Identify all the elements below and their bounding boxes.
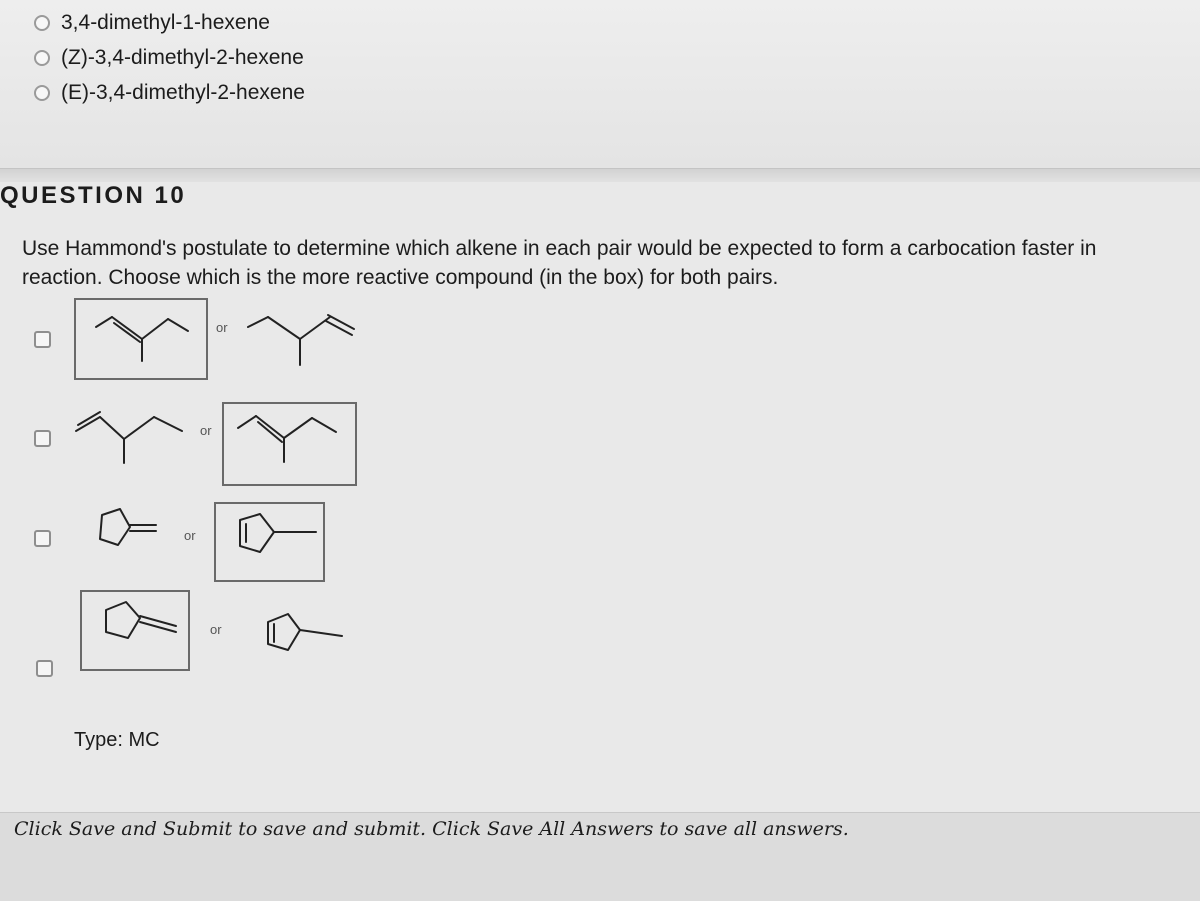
question-type-label: Type: MC <box>74 729 160 751</box>
question-text <box>22 234 1200 292</box>
choice-3-left-structure <box>90 505 170 565</box>
radio-button[interactable] <box>34 85 50 101</box>
choice-2-checkbox[interactable] <box>34 430 51 447</box>
option-row-3[interactable] <box>34 78 305 108</box>
or-label: or <box>210 622 222 637</box>
option-label: (E)-3,4-dimethyl-2-hexene <box>61 81 305 104</box>
choice-4-checkbox[interactable] <box>36 660 53 677</box>
option-row-2[interactable] <box>34 43 304 73</box>
choice-2-right-structure <box>232 408 352 473</box>
section-divider <box>0 168 1200 183</box>
question-text-line-1: Use Hammond's postulate to determine which alkene in each pair would be expected to form a carbocation faster in <box>22 237 1097 260</box>
choice-3-checkbox[interactable] <box>34 530 51 547</box>
choice-1-left-structure <box>90 305 200 370</box>
option-label: 3,4-dimethyl-1-hexene <box>61 11 270 34</box>
question-title: QUESTION 10 <box>0 182 187 209</box>
or-label: or <box>184 528 196 543</box>
question-text-line-2: reaction. Choose which is the more reactive compound (in the box) for both pairs. <box>22 266 779 289</box>
choice-1-right-structure <box>240 305 360 370</box>
choice-3-right-structure <box>226 510 326 570</box>
choice-2-left-structure <box>72 405 192 470</box>
or-label: or <box>200 423 212 438</box>
choice-1-checkbox[interactable] <box>34 331 51 348</box>
choice-4-right-structure <box>258 610 348 670</box>
radio-button[interactable] <box>34 15 50 31</box>
choice-4-left-structure <box>96 598 186 658</box>
option-label: (Z)-3,4-dimethyl-2-hexene <box>61 46 304 69</box>
or-label: or <box>216 320 228 335</box>
footer-instructions: Click Save and Submit to save and submit. Click Save All Answers to save all answers. <box>14 818 849 840</box>
radio-button[interactable] <box>34 50 50 66</box>
option-row-1[interactable] <box>34 8 270 38</box>
